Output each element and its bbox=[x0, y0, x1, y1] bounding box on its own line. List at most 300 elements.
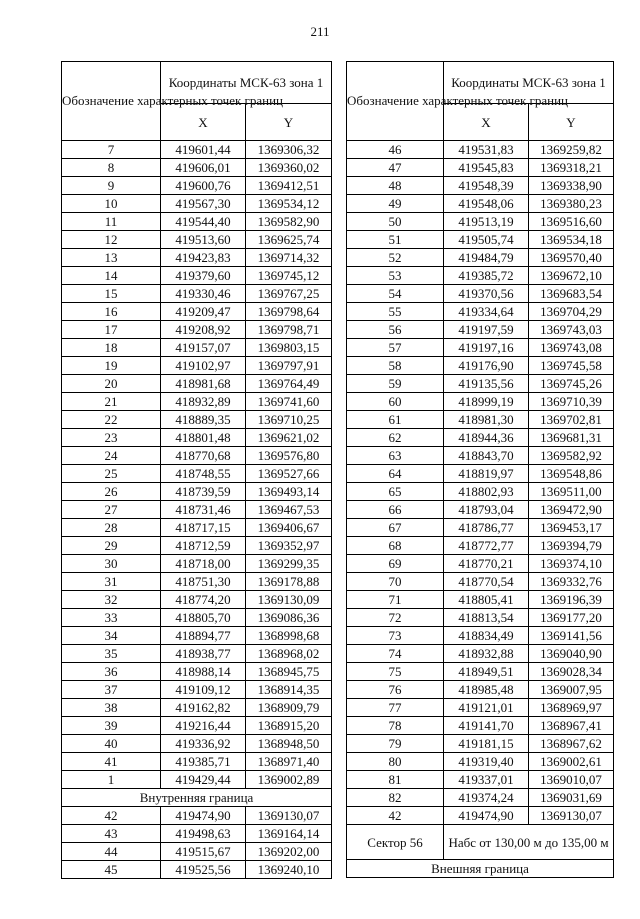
point-number: 26 bbox=[62, 483, 161, 501]
coord-y: 1369453,17 bbox=[529, 519, 614, 537]
table-row bbox=[62, 447, 332, 465]
table-row bbox=[347, 321, 614, 339]
coord-y: 1369710,39 bbox=[529, 393, 614, 411]
point-number: 76 bbox=[347, 681, 444, 699]
point-number: 9 bbox=[62, 177, 161, 195]
coord-x: 419474,90 bbox=[161, 807, 246, 825]
table-row bbox=[62, 519, 332, 537]
coord-x: 419385,71 bbox=[161, 753, 246, 771]
coord-x: 419545,83 bbox=[444, 159, 529, 177]
point-number: 70 bbox=[347, 573, 444, 591]
coordinates-table-left bbox=[61, 61, 332, 879]
coord-x: 419601,44 bbox=[161, 141, 246, 159]
table-row bbox=[347, 249, 614, 267]
table-row bbox=[62, 267, 332, 285]
coord-x: 419135,56 bbox=[444, 375, 529, 393]
point-number: 22 bbox=[62, 411, 161, 429]
table-row bbox=[62, 717, 332, 735]
coord-x: 419197,59 bbox=[444, 321, 529, 339]
coord-y: 1368914,35 bbox=[246, 681, 332, 699]
coord-x: 418889,35 bbox=[161, 411, 246, 429]
coord-x: 419208,92 bbox=[161, 321, 246, 339]
coord-y: 1369704,29 bbox=[529, 303, 614, 321]
table-row bbox=[62, 339, 332, 357]
coord-y: 1369374,10 bbox=[529, 555, 614, 573]
coord-x: 418805,41 bbox=[444, 591, 529, 609]
coord-x: 418802,93 bbox=[444, 483, 529, 501]
coord-y: 1369086,36 bbox=[246, 609, 332, 627]
sector-note: Набс от 130,00 м до 135,00 м bbox=[444, 825, 614, 860]
table-row bbox=[347, 663, 614, 681]
coord-y: 1369576,80 bbox=[246, 447, 332, 465]
coord-x: 418813,54 bbox=[444, 609, 529, 627]
coord-x: 419102,97 bbox=[161, 357, 246, 375]
table-row bbox=[347, 717, 614, 735]
coord-y: 1369798,64 bbox=[246, 303, 332, 321]
table-row bbox=[62, 573, 332, 591]
point-number: 34 bbox=[62, 627, 161, 645]
coord-y: 1369683,54 bbox=[529, 285, 614, 303]
point-number: 15 bbox=[62, 285, 161, 303]
point-number: 35 bbox=[62, 645, 161, 663]
point-number: 24 bbox=[62, 447, 161, 465]
coord-y: 1368909,79 bbox=[246, 699, 332, 717]
table-row bbox=[62, 537, 332, 555]
coord-x: 419600,76 bbox=[161, 177, 246, 195]
coord-y: 1368915,20 bbox=[246, 717, 332, 735]
coord-x: 419330,46 bbox=[161, 285, 246, 303]
point-number: 1 bbox=[62, 771, 161, 789]
coord-x: 419606,01 bbox=[161, 159, 246, 177]
point-number: 59 bbox=[347, 375, 444, 393]
coord-x: 419379,60 bbox=[161, 267, 246, 285]
coord-x: 419484,79 bbox=[444, 249, 529, 267]
point-number: 68 bbox=[347, 537, 444, 555]
coord-x: 418834,49 bbox=[444, 627, 529, 645]
coord-y: 1369040,90 bbox=[529, 645, 614, 663]
table-row bbox=[347, 231, 614, 249]
coord-y: 1369177,20 bbox=[529, 609, 614, 627]
coord-y: 1369743,03 bbox=[529, 321, 614, 339]
coord-x: 418944,36 bbox=[444, 429, 529, 447]
coord-y: 1369164,14 bbox=[246, 825, 332, 843]
table-row bbox=[347, 483, 614, 501]
coord-y: 1369741,60 bbox=[246, 393, 332, 411]
point-number: 75 bbox=[347, 663, 444, 681]
section-label-inner-boundary: Внутренняя граница bbox=[62, 789, 332, 807]
header-y: Y bbox=[246, 104, 332, 141]
coord-x: 418985,48 bbox=[444, 681, 529, 699]
section-label-outer-boundary: Внешняя граница bbox=[347, 860, 614, 878]
sector-row bbox=[347, 825, 614, 860]
point-number: 82 bbox=[347, 789, 444, 807]
point-number: 80 bbox=[347, 753, 444, 771]
table-row bbox=[347, 807, 614, 825]
coord-x: 419429,44 bbox=[161, 771, 246, 789]
table-row bbox=[347, 267, 614, 285]
table-row bbox=[347, 555, 614, 573]
point-number: 37 bbox=[62, 681, 161, 699]
coord-y: 1369570,40 bbox=[529, 249, 614, 267]
coord-y: 1369548,86 bbox=[529, 465, 614, 483]
coord-y: 1369745,58 bbox=[529, 357, 614, 375]
point-number: 8 bbox=[62, 159, 161, 177]
point-number: 7 bbox=[62, 141, 161, 159]
coord-y: 1369178,88 bbox=[246, 573, 332, 591]
coord-x: 418712,59 bbox=[161, 537, 246, 555]
coord-x: 418981,30 bbox=[444, 411, 529, 429]
coord-y: 1369767,25 bbox=[246, 285, 332, 303]
coord-y: 1369352,97 bbox=[246, 537, 332, 555]
coord-x: 419370,56 bbox=[444, 285, 529, 303]
coord-y: 1369332,76 bbox=[529, 573, 614, 591]
coord-y: 1369681,31 bbox=[529, 429, 614, 447]
point-number: 45 bbox=[62, 861, 161, 879]
point-number: 71 bbox=[347, 591, 444, 609]
coord-x: 419337,01 bbox=[444, 771, 529, 789]
coord-x: 419162,82 bbox=[161, 699, 246, 717]
table-row bbox=[347, 735, 614, 753]
point-number: 36 bbox=[62, 663, 161, 681]
coord-x: 418751,30 bbox=[161, 573, 246, 591]
coord-y: 1369702,81 bbox=[529, 411, 614, 429]
coord-x: 418717,15 bbox=[161, 519, 246, 537]
table-row bbox=[62, 645, 332, 663]
table-row bbox=[62, 699, 332, 717]
point-number: 42 bbox=[347, 807, 444, 825]
point-number: 20 bbox=[62, 375, 161, 393]
table-row bbox=[62, 141, 332, 159]
header-designation: Обозначение характерных точек границ bbox=[347, 62, 444, 141]
coord-x: 419531,83 bbox=[444, 141, 529, 159]
coord-y: 1369745,26 bbox=[529, 375, 614, 393]
point-number: 32 bbox=[62, 591, 161, 609]
coord-x: 419336,92 bbox=[161, 735, 246, 753]
table-row bbox=[347, 681, 614, 699]
coord-x: 418748,55 bbox=[161, 465, 246, 483]
coord-y: 1369412,51 bbox=[246, 177, 332, 195]
point-number: 62 bbox=[347, 429, 444, 447]
table-row bbox=[62, 321, 332, 339]
point-number: 17 bbox=[62, 321, 161, 339]
coord-y: 1368969,97 bbox=[529, 699, 614, 717]
coord-y: 1369002,61 bbox=[529, 753, 614, 771]
coord-y: 1368998,68 bbox=[246, 627, 332, 645]
table-row bbox=[62, 753, 332, 771]
point-number: 54 bbox=[347, 285, 444, 303]
table-row bbox=[62, 861, 332, 879]
coord-y: 1369625,74 bbox=[246, 231, 332, 249]
coord-x: 418981,68 bbox=[161, 375, 246, 393]
coord-y: 1369743,08 bbox=[529, 339, 614, 357]
coord-y: 1369511,00 bbox=[529, 483, 614, 501]
point-number: 66 bbox=[347, 501, 444, 519]
coord-x: 419181,15 bbox=[444, 735, 529, 753]
table-row bbox=[62, 393, 332, 411]
coord-x: 418772,77 bbox=[444, 537, 529, 555]
point-number: 29 bbox=[62, 537, 161, 555]
point-number: 25 bbox=[62, 465, 161, 483]
coord-x: 419385,72 bbox=[444, 267, 529, 285]
header-coordinates: Координаты МСК-63 зона 1 bbox=[444, 62, 614, 104]
coord-x: 419141,70 bbox=[444, 717, 529, 735]
point-number: 57 bbox=[347, 339, 444, 357]
coord-y: 1369394,79 bbox=[529, 537, 614, 555]
table-row bbox=[347, 465, 614, 483]
coord-x: 419548,39 bbox=[444, 177, 529, 195]
table-row bbox=[62, 177, 332, 195]
coord-x: 419109,12 bbox=[161, 681, 246, 699]
coord-y: 1369582,90 bbox=[246, 213, 332, 231]
coord-x: 419319,40 bbox=[444, 753, 529, 771]
coord-y: 1369582,92 bbox=[529, 447, 614, 465]
coord-x: 418819,97 bbox=[444, 465, 529, 483]
point-number: 73 bbox=[347, 627, 444, 645]
coord-y: 1369031,69 bbox=[529, 789, 614, 807]
table-row bbox=[62, 825, 332, 843]
point-number: 18 bbox=[62, 339, 161, 357]
coord-x: 419513,60 bbox=[161, 231, 246, 249]
coord-y: 1369472,90 bbox=[529, 501, 614, 519]
coord-y: 1369202,00 bbox=[246, 843, 332, 861]
section-label-inner-boundary-row bbox=[62, 789, 332, 807]
point-number: 55 bbox=[347, 303, 444, 321]
coord-y: 1369010,07 bbox=[529, 771, 614, 789]
point-number: 38 bbox=[62, 699, 161, 717]
coord-y: 1368967,62 bbox=[529, 735, 614, 753]
point-number: 50 bbox=[347, 213, 444, 231]
table-row bbox=[62, 375, 332, 393]
point-number: 31 bbox=[62, 573, 161, 591]
table-row bbox=[347, 501, 614, 519]
table-row bbox=[62, 465, 332, 483]
page-number: 211 bbox=[310, 24, 330, 39]
coord-y: 1369714,32 bbox=[246, 249, 332, 267]
coord-y: 1369338,90 bbox=[529, 177, 614, 195]
point-number: 69 bbox=[347, 555, 444, 573]
coord-y: 1369130,09 bbox=[246, 591, 332, 609]
coord-y: 1369764,49 bbox=[246, 375, 332, 393]
coord-y: 1369527,66 bbox=[246, 465, 332, 483]
coord-y: 1369467,53 bbox=[246, 501, 332, 519]
coord-y: 1369493,14 bbox=[246, 483, 332, 501]
coord-x: 419157,07 bbox=[161, 339, 246, 357]
coord-y: 1369406,67 bbox=[246, 519, 332, 537]
table-row bbox=[347, 177, 614, 195]
coord-y: 1368968,02 bbox=[246, 645, 332, 663]
coord-x: 418805,70 bbox=[161, 609, 246, 627]
coord-x: 418894,77 bbox=[161, 627, 246, 645]
point-number: 61 bbox=[347, 411, 444, 429]
point-number: 49 bbox=[347, 195, 444, 213]
table-row bbox=[347, 411, 614, 429]
table-row bbox=[347, 447, 614, 465]
table-row bbox=[62, 429, 332, 447]
point-number: 33 bbox=[62, 609, 161, 627]
table-row bbox=[347, 573, 614, 591]
table-row bbox=[347, 627, 614, 645]
coord-x: 418718,00 bbox=[161, 555, 246, 573]
coord-y: 1368971,40 bbox=[246, 753, 332, 771]
coord-y: 1368967,41 bbox=[529, 717, 614, 735]
point-number: 28 bbox=[62, 519, 161, 537]
table-row bbox=[347, 213, 614, 231]
table-row bbox=[347, 789, 614, 807]
table-row bbox=[347, 537, 614, 555]
point-number: 72 bbox=[347, 609, 444, 627]
coord-x: 418932,88 bbox=[444, 645, 529, 663]
point-number: 64 bbox=[347, 465, 444, 483]
point-number: 19 bbox=[62, 357, 161, 375]
table-row bbox=[62, 681, 332, 699]
table-row bbox=[347, 357, 614, 375]
point-number: 65 bbox=[347, 483, 444, 501]
coord-x: 418731,46 bbox=[161, 501, 246, 519]
coord-y: 1369130,07 bbox=[529, 807, 614, 825]
point-number: 39 bbox=[62, 717, 161, 735]
coord-x: 419525,56 bbox=[161, 861, 246, 879]
table-row bbox=[62, 627, 332, 645]
table-row bbox=[347, 609, 614, 627]
header-x: X bbox=[161, 104, 246, 141]
coord-x: 419374,24 bbox=[444, 789, 529, 807]
coord-y: 1369002,89 bbox=[246, 771, 332, 789]
table-row bbox=[62, 195, 332, 213]
coord-x: 418938,77 bbox=[161, 645, 246, 663]
point-number: 30 bbox=[62, 555, 161, 573]
point-number: 16 bbox=[62, 303, 161, 321]
coord-x: 418786,77 bbox=[444, 519, 529, 537]
table-row bbox=[62, 159, 332, 177]
coord-y: 1369007,95 bbox=[529, 681, 614, 699]
point-number: 81 bbox=[347, 771, 444, 789]
header-designation: Обозначение характерных точек границ bbox=[62, 62, 161, 141]
point-number: 47 bbox=[347, 159, 444, 177]
table-row bbox=[62, 591, 332, 609]
table-row bbox=[347, 195, 614, 213]
table-row bbox=[347, 519, 614, 537]
coord-x: 419176,90 bbox=[444, 357, 529, 375]
point-number: 12 bbox=[62, 231, 161, 249]
point-number: 60 bbox=[347, 393, 444, 411]
point-number: 52 bbox=[347, 249, 444, 267]
point-number: 77 bbox=[347, 699, 444, 717]
coord-y: 1369621,02 bbox=[246, 429, 332, 447]
point-number: 21 bbox=[62, 393, 161, 411]
table-row bbox=[62, 231, 332, 249]
table-row bbox=[347, 393, 614, 411]
table-row bbox=[347, 159, 614, 177]
point-number: 44 bbox=[62, 843, 161, 861]
coord-x: 418932,89 bbox=[161, 393, 246, 411]
coord-y: 1369259,82 bbox=[529, 141, 614, 159]
coord-x: 418801,48 bbox=[161, 429, 246, 447]
coord-x: 419121,01 bbox=[444, 699, 529, 717]
header-coordinates: Координаты МСК-63 зона 1 bbox=[161, 62, 332, 104]
table-row bbox=[347, 591, 614, 609]
table-row bbox=[347, 375, 614, 393]
header-y: Y bbox=[529, 104, 614, 141]
coord-y: 1369130,07 bbox=[246, 807, 332, 825]
table-row bbox=[347, 339, 614, 357]
coord-y: 1369798,71 bbox=[246, 321, 332, 339]
table-row bbox=[62, 843, 332, 861]
coordinates-table-right bbox=[346, 61, 614, 878]
table-row bbox=[347, 285, 614, 303]
coord-x: 418774,20 bbox=[161, 591, 246, 609]
table-row bbox=[347, 699, 614, 717]
table-row bbox=[62, 771, 332, 789]
point-number: 11 bbox=[62, 213, 161, 231]
table-row bbox=[62, 411, 332, 429]
table-row bbox=[62, 303, 332, 321]
coord-x: 419209,47 bbox=[161, 303, 246, 321]
section-label-outer-boundary-row bbox=[347, 860, 614, 878]
coord-x: 419197,16 bbox=[444, 339, 529, 357]
point-number: 63 bbox=[347, 447, 444, 465]
table-row bbox=[62, 735, 332, 753]
table-row bbox=[62, 483, 332, 501]
coord-x: 419505,74 bbox=[444, 231, 529, 249]
coord-x: 419513,19 bbox=[444, 213, 529, 231]
point-number: 56 bbox=[347, 321, 444, 339]
point-number: 48 bbox=[347, 177, 444, 195]
point-number: 67 bbox=[347, 519, 444, 537]
point-number: 79 bbox=[347, 735, 444, 753]
coord-y: 1369240,10 bbox=[246, 861, 332, 879]
coord-x: 419474,90 bbox=[444, 807, 529, 825]
coord-x: 419334,64 bbox=[444, 303, 529, 321]
coord-y: 1369141,56 bbox=[529, 627, 614, 645]
table-row bbox=[347, 645, 614, 663]
point-number: 43 bbox=[62, 825, 161, 843]
point-number: 51 bbox=[347, 231, 444, 249]
table-row bbox=[62, 555, 332, 573]
coord-y: 1369672,10 bbox=[529, 267, 614, 285]
coord-y: 1369797,91 bbox=[246, 357, 332, 375]
table-row bbox=[62, 609, 332, 627]
table-row bbox=[347, 303, 614, 321]
table-row bbox=[347, 771, 614, 789]
coord-x: 419544,40 bbox=[161, 213, 246, 231]
point-number: 14 bbox=[62, 267, 161, 285]
coord-x: 419548,06 bbox=[444, 195, 529, 213]
point-number: 10 bbox=[62, 195, 161, 213]
header-x: X bbox=[444, 104, 529, 141]
table-row bbox=[62, 249, 332, 267]
coord-y: 1369803,15 bbox=[246, 339, 332, 357]
coord-y: 1368948,50 bbox=[246, 735, 332, 753]
point-number: 78 bbox=[347, 717, 444, 735]
coord-y: 1369745,12 bbox=[246, 267, 332, 285]
coord-y: 1369710,25 bbox=[246, 411, 332, 429]
point-number: 46 bbox=[347, 141, 444, 159]
table-row bbox=[62, 501, 332, 519]
table-row bbox=[62, 213, 332, 231]
point-number: 27 bbox=[62, 501, 161, 519]
coord-x: 418770,54 bbox=[444, 573, 529, 591]
table-row bbox=[62, 807, 332, 825]
coord-x: 418988,14 bbox=[161, 663, 246, 681]
table-row bbox=[347, 753, 614, 771]
point-number: 74 bbox=[347, 645, 444, 663]
coord-y: 1369360,02 bbox=[246, 159, 332, 177]
point-number: 53 bbox=[347, 267, 444, 285]
sector-label: Сектор 56 bbox=[347, 825, 444, 860]
coord-x: 419216,44 bbox=[161, 717, 246, 735]
coord-x: 419515,67 bbox=[161, 843, 246, 861]
coord-y: 1368945,75 bbox=[246, 663, 332, 681]
